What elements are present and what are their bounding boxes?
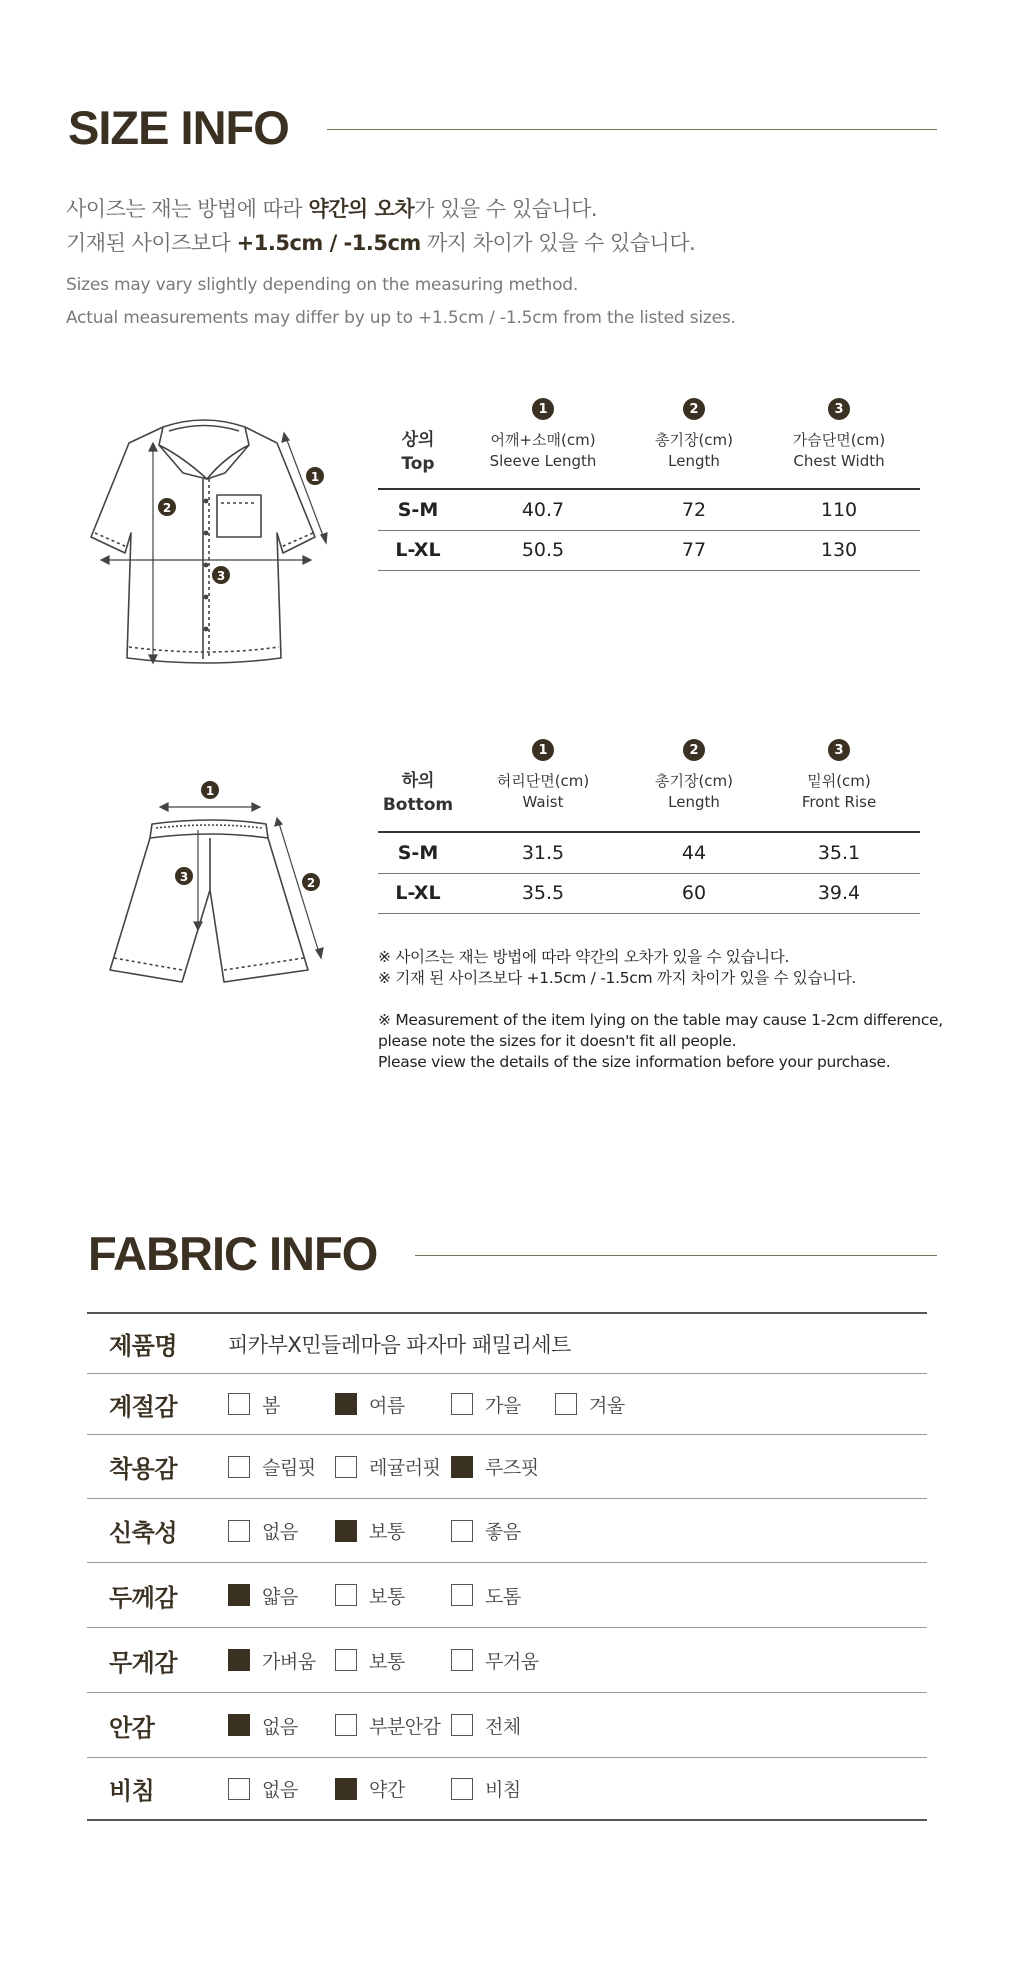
fabric-row-product: 제품명 피카부X민들레마음 파자마 패밀리세트: [87, 1312, 927, 1373]
svg-text:3: 3: [216, 569, 226, 583]
fabric-option: [451, 1693, 521, 1757]
checkbox-empty-icon: [228, 1456, 250, 1478]
svg-text:2: 2: [162, 501, 172, 515]
table-row: S-M 40.7 72 110: [378, 490, 920, 530]
fabric-option-label: 보통: [369, 1521, 405, 1543]
top-col1-head: 어깨+소매(cm) Sleeve Length: [489, 431, 597, 470]
fabric-row: [87, 1692, 927, 1757]
checkbox-empty-icon: [335, 1649, 357, 1671]
fabric-option: [228, 1374, 280, 1434]
fabric-option-label: 비침: [485, 1779, 521, 1801]
fabric-option-label: 얇음: [262, 1585, 298, 1608]
svg-text:1: 1: [205, 784, 215, 798]
top-table-head: [378, 398, 920, 504]
bottom-col2-num: 2: [683, 739, 705, 761]
shorts-diagram: [100, 780, 330, 1005]
size-note-en-1: Sizes may vary slightly depending on the measuring method.: [66, 275, 579, 295]
fabric-option: [335, 1693, 440, 1757]
svg-text:3: 3: [179, 870, 189, 884]
table-row: L-XL 50.5 77 130: [378, 530, 920, 570]
shirt-diagram: [85, 415, 330, 675]
fabric-option-label: 보통: [369, 1585, 405, 1608]
fabric-option: [451, 1374, 521, 1434]
table-row: S-M 31.5 44 35.1: [378, 833, 920, 873]
checkbox-empty-icon: [451, 1393, 473, 1415]
top-col3-head: 가슴단면(cm) Chest Width: [792, 431, 886, 470]
fabric-option-label: 레귤러핏: [369, 1457, 441, 1479]
shorts-marker-1: [201, 781, 219, 799]
checkbox-empty-icon: [451, 1778, 473, 1800]
fabric-option: [335, 1628, 405, 1692]
fabric-option: [451, 1563, 521, 1627]
fabric-row-label: 착용감: [109, 1455, 178, 1483]
bottom-col1-num: 1: [532, 739, 554, 761]
fabric-option-label: 없음: [262, 1779, 298, 1801]
shorts-marker-3: [175, 867, 193, 885]
fabric-option: [335, 1435, 440, 1498]
fabric-option-label: 봄: [262, 1394, 280, 1417]
bottom-col2-head: 총기장(cm) Length: [654, 772, 734, 811]
checkbox-empty-icon: [228, 1778, 250, 1800]
fabric-option: [451, 1499, 521, 1562]
fabric-option: [451, 1435, 539, 1498]
checkbox-empty-icon: [555, 1393, 577, 1415]
fabric-option: [335, 1374, 405, 1434]
fabric-option-label: 보통: [369, 1650, 405, 1673]
checkbox-empty-icon: [451, 1584, 473, 1606]
fabric-option: [228, 1693, 298, 1757]
fabric-option-label: 여름: [369, 1394, 405, 1417]
size-note-en-2: Actual measurements may differ by up to +1.5cm / -1.5cm from the listed sizes.: [66, 308, 736, 328]
bottom-col3-num: 3: [828, 739, 850, 761]
checkbox-checked-icon: [335, 1393, 357, 1415]
fabric-info-title-rule: [415, 1255, 937, 1256]
table-row: L-XL 35.5 60 39.4: [378, 873, 920, 913]
fabric-row-label: 무게감: [109, 1648, 178, 1677]
size-disclaimer: ※ 사이즈는 재는 방법에 따라 약간의 오차가 있을 수 있습니다. ※ 기재 된 사이즈보다 +1.5cm / -1.5cm 까지 차이가 있을 수 있습니다. ※ Measurement of the item lying on the table may cause 1-2cm difference, please note the sizes for it doesn't fit all people. Please view the details of the size information before your purchase.: [378, 948, 943, 1071]
fabric-info-title: FABRIC INFO: [88, 1227, 378, 1280]
fabric-option-label: 없음: [262, 1715, 298, 1738]
bottom-size-table: [378, 739, 920, 913]
top-col3-num: 3: [828, 398, 850, 420]
fabric-option-label: 약간: [369, 1779, 405, 1801]
checkbox-checked-icon: [228, 1649, 250, 1671]
product-name: 피카부X민들레마음 파자마 패밀리세트: [228, 1332, 571, 1357]
fabric-row-label: 비침: [109, 1777, 155, 1805]
fabric-option-label: 전체: [485, 1715, 521, 1738]
checkbox-empty-icon: [451, 1520, 473, 1542]
top-col2-head: 총기장(cm) Length: [654, 431, 734, 470]
fabric-row: [87, 1434, 927, 1498]
checkbox-empty-icon: [228, 1520, 250, 1542]
shirt-marker-3: [212, 566, 230, 584]
size-note-kr-1: 사이즈는 재는 방법에 따라 약간의 오차가 있을 수 있습니다.: [66, 197, 598, 221]
fabric-option: [335, 1563, 405, 1627]
top-col2-num: 2: [683, 398, 705, 420]
fabric-option-label: 가벼움: [262, 1650, 316, 1673]
fabric-option: [228, 1563, 298, 1627]
bottom-table-head: [378, 739, 920, 845]
fabric-option: [228, 1499, 298, 1562]
fabric-option-label: 무거움: [485, 1650, 539, 1673]
top-size-table: [378, 398, 920, 570]
fabric-option-label: 루즈핏: [485, 1457, 539, 1479]
top-col1-num: 1: [532, 398, 554, 420]
fabric-row-label: 안감: [109, 1713, 155, 1742]
fabric-option: [228, 1628, 316, 1692]
size-note-kr-2: 기재된 사이즈보다 +1.5cm / -1.5cm 까지 차이가 있을 수 있습니다.: [66, 231, 696, 255]
fabric-option-label: 도톰: [485, 1585, 521, 1608]
fabric-row: [87, 1498, 927, 1562]
fabric-table: [87, 1312, 927, 1821]
shirt-marker-2: [158, 498, 176, 516]
fabric-option-label: 겨울: [589, 1394, 625, 1417]
bottom-col3-head: 밑위(cm) Front Rise: [801, 772, 877, 811]
fabric-row: [87, 1757, 927, 1821]
shorts-marker-2: [302, 873, 320, 891]
checkbox-empty-icon: [228, 1393, 250, 1415]
size-info-title-rule: [327, 129, 937, 130]
fabric-option: [335, 1758, 405, 1819]
size-info-title: SIZE INFO: [68, 101, 289, 154]
checkbox-empty-icon: [335, 1714, 357, 1736]
bottom-col1-head: 허리단면(cm) Waist: [496, 772, 590, 811]
fabric-row: [87, 1627, 927, 1692]
checkbox-empty-icon: [335, 1456, 357, 1478]
checkbox-empty-icon: [451, 1714, 473, 1736]
fabric-option: [228, 1758, 298, 1819]
fabric-row: [87, 1562, 927, 1627]
fabric-option: [451, 1758, 521, 1819]
fabric-row-label: 계절감: [109, 1392, 178, 1421]
fabric-option-label: 좋음: [485, 1521, 521, 1543]
checkbox-empty-icon: [451, 1649, 473, 1671]
fabric-row-label: 두께감: [109, 1583, 178, 1612]
checkbox-empty-icon: [335, 1584, 357, 1606]
svg-text:2: 2: [306, 876, 316, 890]
fabric-option: [555, 1374, 625, 1434]
fabric-option-label: 없음: [262, 1521, 298, 1543]
fabric-option: [228, 1435, 316, 1498]
fabric-option: [451, 1628, 539, 1692]
bottom-category: 하의 Bottom: [382, 771, 454, 815]
fabric-option-label: 가을: [485, 1394, 521, 1417]
checkbox-checked-icon: [335, 1778, 357, 1800]
fabric-option: [335, 1499, 405, 1562]
svg-text:1: 1: [310, 470, 320, 484]
fabric-row: [87, 1373, 927, 1434]
checkbox-checked-icon: [335, 1520, 357, 1542]
shirt-marker-1: [306, 467, 324, 485]
checkbox-checked-icon: [451, 1456, 473, 1478]
fabric-row-label: 신축성: [109, 1519, 178, 1547]
checkbox-checked-icon: [228, 1584, 250, 1606]
fabric-option-label: 부분안감: [369, 1715, 441, 1738]
fabric-option-label: 슬림핏: [262, 1457, 316, 1479]
top-category: 상의 Top: [401, 430, 435, 474]
checkbox-checked-icon: [228, 1714, 250, 1736]
